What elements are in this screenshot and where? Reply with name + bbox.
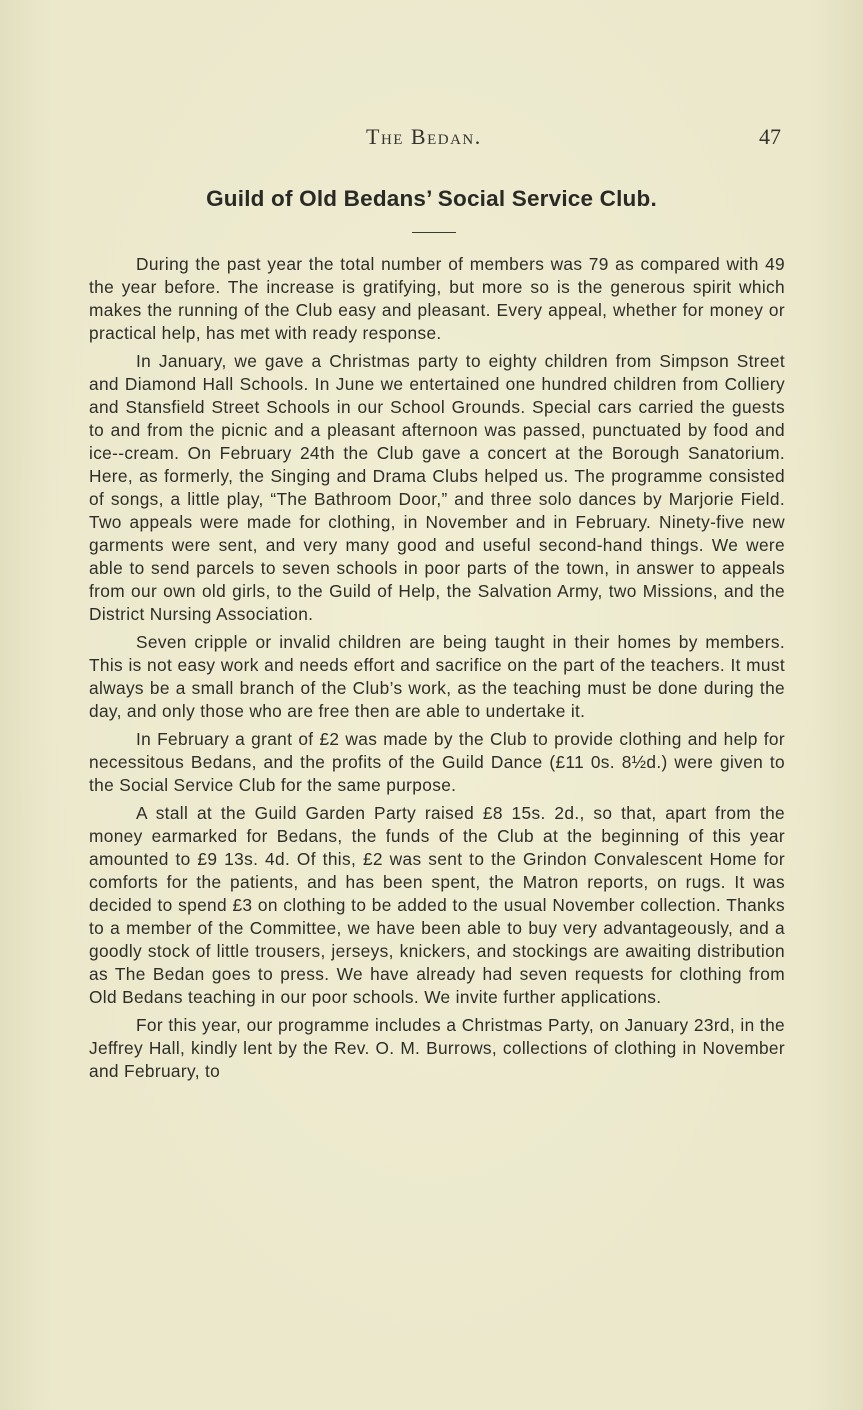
paragraph-teaching: Seven cripple or invalid children are being taught in their homes by members. This is not easy work and needs effort and sacrifice on the part of the teachers. It must always be a small branch of the Club’s work, as the teaching must be done during the day, and only those who are free then are able to undertake it. (89, 632, 785, 721)
article-title: Guild of Old Bedans’ Social Service Club. (206, 186, 657, 211)
article-body (89, 253, 785, 1089)
paragraph-funds: A stall at the Guild Garden Party raised £8 15s. 2d., so that, apart from the money earmarked for Bedans, the funds of the Club at the beginning of this year amounted to £9 13s. 4d. Of this, £2 was sent to the Grindon Convalescent Home for comforts for the patients, and has been spent, the Matron reports, on rugs. It was decided to spend £3 on clothing to be added to the usual November collection. Thanks to a member of the Committee, we have been able to buy very advantageously, and a goodly stock of little trousers, jerseys, knickers, and stockings are awaiting distribution as The Bedan goes to press. We have already had seven requests for clothing from Old Bedans teaching in our poor schools. We invite further applications. (89, 803, 785, 1008)
paragraph-activities: In January, we gave a Christmas party to eighty children from Simpson Street and Diamond Hall Schools. In June we entertained one hundred children from Colliery and Stansfield Street Schools in our School Grounds. Special cars carried the guests to and from the picnic and a pleasant afternoon was passed, punctuated by food and ice--cream. On February 24th the Club gave a concert at the Borough Sanatorium. Here, as formerly, the Singing and Drama Clubs helped us. The programme consisted of songs, a little play, “The Bathroom Door,” and three solo dances by Marjorie Field. Two appeals were made for clothing, in November and in February. Ninety-five new garments were sent, and very many good and useful second-hand things. We were able to send parcels to seven schools in poor parts of the town, in answer to appeals from our own old girls, to the Guild of Help, the Salvation Army, two Missions, and the District Nursing Association. (89, 351, 785, 624)
paragraph-membership: During the past year the total number of members was 79 as compared with 49 the year before. The increase is gratifying, but more so is the generous spirit which makes the running of the Club easy and pleasant. Every appeal, whether for money or practical help, has met with ready response. (89, 254, 785, 343)
running-header (0, 124, 863, 154)
paragraph-grant: In February a grant of £2 was made by the Club to provide clothing and help for necessitous Bedans, and the profits of the Guild Dance (£11 0s. 8½d.) were given to the Social Service Club for the same purpose. (89, 729, 785, 796)
title-divider (412, 232, 456, 233)
page-number: 47 (759, 124, 781, 149)
running-title: The Bedan. (366, 124, 482, 149)
paragraph-programme: For this year, our programme includes a Christmas Party, on January 23rd, in the Jeffrey Hall, kindly lent by the Rev. O. M. Burrows, collections of clothing in November and February, to (89, 1015, 785, 1082)
